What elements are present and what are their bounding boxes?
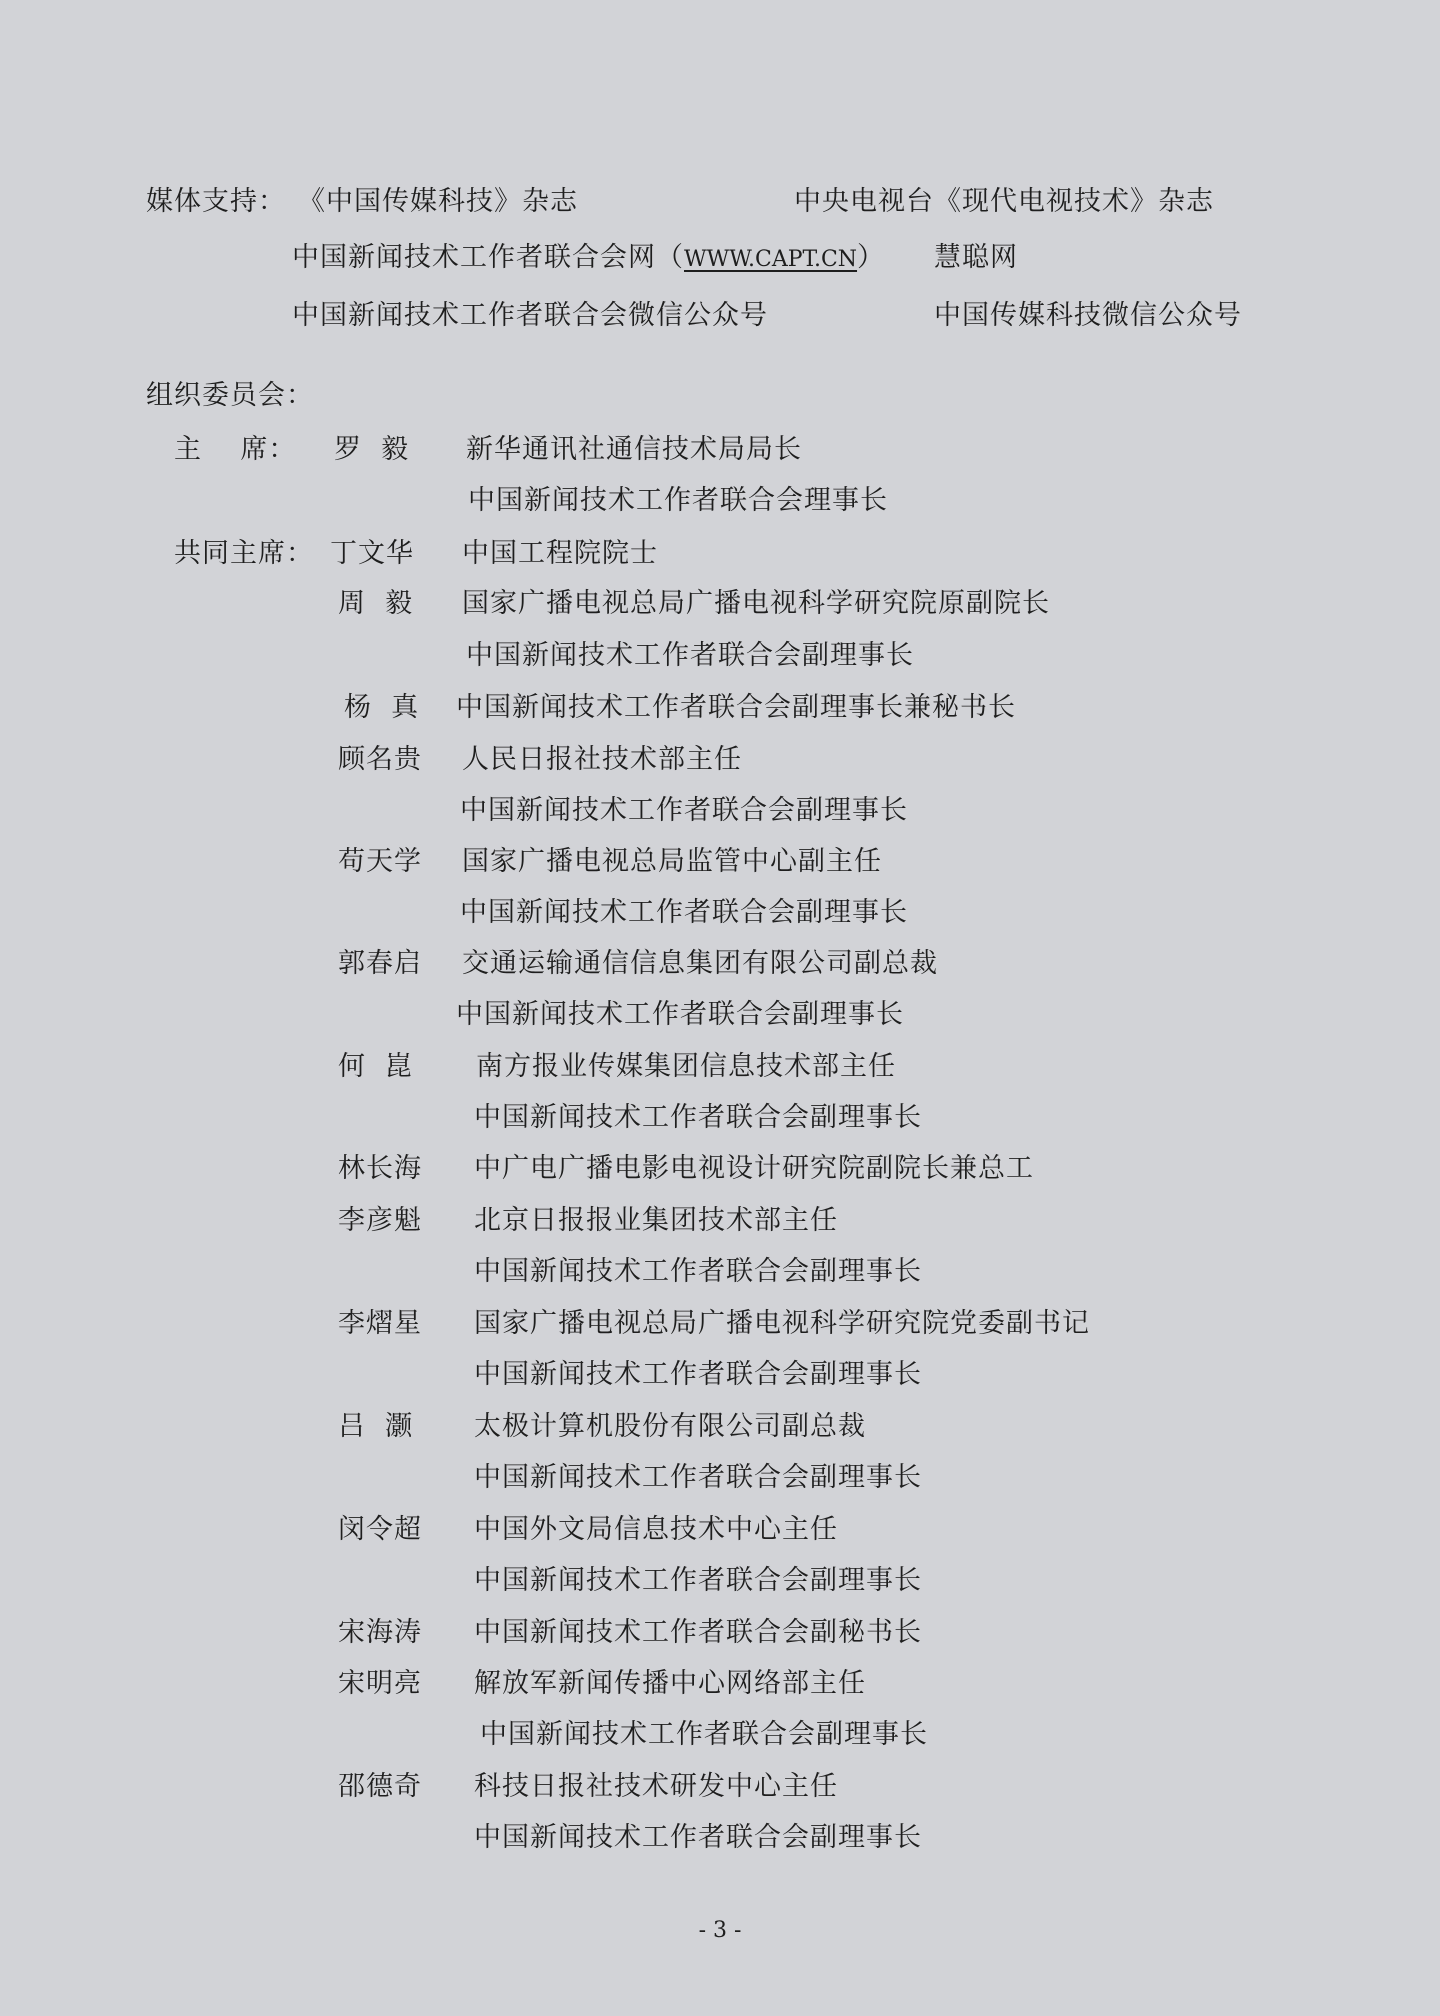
- member-title: 中国外文局信息技术中心主任: [474, 1514, 838, 1545]
- member-title: 国家广播电视总局广播电视科学研究院原副院长: [462, 588, 1050, 619]
- member-name: 吕 灏: [338, 1411, 414, 1442]
- media-item-cctv-magazine: 中央电视台《现代电视技术》杂志: [794, 186, 1214, 217]
- member-name: 李熠星: [338, 1308, 422, 1339]
- member-name: 罗 毅: [334, 434, 410, 465]
- member-name: 李彦魁: [338, 1205, 422, 1236]
- member-title: 南方报业传媒集团信息技术部主任: [476, 1051, 896, 1082]
- member-name: 邵德奇: [338, 1771, 422, 1802]
- member-title: 国家广播电视总局监管中心副主任: [462, 846, 882, 877]
- member-title: 中国新闻技术工作者联合会副理事长: [474, 1102, 922, 1133]
- member-title: 中国工程院院士: [462, 538, 658, 569]
- chair-label: 主 席：: [174, 434, 297, 465]
- media-item-china-media-tech-magazine: 《中国传媒科技》杂志: [298, 186, 578, 217]
- member-name: 杨 真: [344, 692, 420, 723]
- member-title: 中国新闻技术工作者联合会副理事长: [460, 897, 908, 928]
- member-title: 中国新闻技术工作者联合会副理事长: [480, 1719, 928, 1750]
- member-title: 中国新闻技术工作者联合会副理事长: [474, 1462, 922, 1493]
- member-title: 中国新闻技术工作者联合会理事长: [468, 485, 888, 516]
- member-title: 科技日报社技术研发中心主任: [474, 1771, 838, 1802]
- cochair-label: 共同主席：: [174, 538, 314, 569]
- media-item-capt-website: [292, 244, 885, 271]
- media-item-china-media-tech-wechat: 中国传媒科技微信公众号: [934, 300, 1242, 331]
- media-item-capt-wechat: 中国新闻技术工作者联合会微信公众号: [292, 300, 768, 331]
- member-title: 中国新闻技术工作者联合会副理事长: [474, 1256, 922, 1287]
- member-name: 顾名贵: [338, 744, 422, 775]
- member-title: 中国新闻技术工作者联合会副理事长: [474, 1565, 922, 1596]
- member-name: 何 崑: [338, 1051, 414, 1082]
- capt-website-prefix: 中国新闻技术工作者联合会网（: [292, 242, 684, 273]
- member-title: 中国新闻技术工作者联合会副理事长: [474, 1822, 922, 1853]
- member-title: 中国新闻技术工作者联合会副理事长: [474, 1359, 922, 1390]
- member-title: 交通运输通信信息集团有限公司副总裁: [462, 948, 938, 979]
- member-name: 周 毅: [338, 588, 414, 619]
- member-title: 中国新闻技术工作者联合会副理事长: [456, 999, 904, 1030]
- member-title: 中国新闻技术工作者联合会副理事长兼秘书长: [456, 692, 1016, 723]
- media-support-label: 媒体支持：: [146, 186, 286, 217]
- member-title: 人民日报社技术部主任: [462, 744, 742, 775]
- member-title: 中广电广播电影电视设计研究院副院长兼总工: [474, 1153, 1034, 1184]
- member-name: 林长海: [338, 1153, 422, 1184]
- media-item-huicong: 慧聪网: [934, 242, 1018, 273]
- member-title: 解放军新闻传播中心网络部主任: [474, 1668, 866, 1699]
- member-name: 苟天学: [338, 846, 422, 877]
- member-name: 闵令超: [338, 1514, 422, 1545]
- member-title: 新华通讯社通信技术局局长: [466, 434, 802, 465]
- member-title: 中国新闻技术工作者联合会副秘书长: [474, 1617, 922, 1648]
- page-number: - 3 -: [698, 1918, 742, 1943]
- capt-website-url[interactable]: WWW.CAPT.CN: [684, 247, 858, 272]
- member-name: 丁文华: [330, 538, 414, 569]
- member-name: 宋明亮: [338, 1668, 422, 1699]
- member-name: 宋海涛: [338, 1617, 422, 1648]
- member-title: 北京日报报业集团技术部主任: [474, 1205, 838, 1236]
- member-title: 国家广播电视总局广播电视科学研究院党委副书记: [474, 1308, 1090, 1339]
- capt-website-suffix: ）: [857, 242, 886, 273]
- member-title: 中国新闻技术工作者联合会副理事长: [460, 795, 908, 826]
- member-title: 太极计算机股份有限公司副总裁: [474, 1411, 866, 1442]
- member-name: 郭春启: [338, 948, 422, 979]
- committee-title: 组织委员会：: [146, 380, 314, 411]
- member-title: 中国新闻技术工作者联合会副理事长: [466, 640, 914, 671]
